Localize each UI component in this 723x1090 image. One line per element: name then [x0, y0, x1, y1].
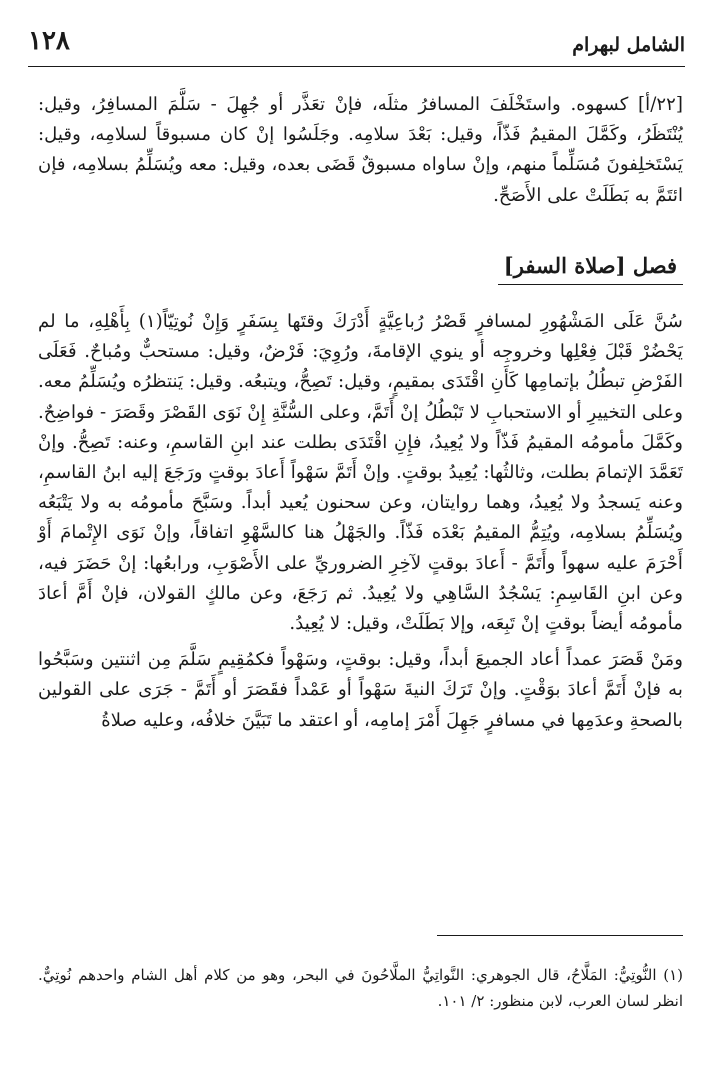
- paragraph: سُنَّ عَلَى المَشْهُورِ لمسافرٍ قَصْرُ رُباعِيَّةٍ أَدْرَكَ وقتَها بِسَفَرٍ وَإِنْ نُوتِيّاً(١) بِأَهْلِهِ، ما لم يَحْضُرْ قَبْلَ فِعْلِها وخروجِه أو ينوي الإقامةَ، ورُوِيَ: فَرْضٌ، وقيل: مستحبٌّ ومُباحٌ. فَعَلَى الفَرْضِ تبطُلُ بإتمامِها كَأَنِ اقْتَدَى بمقيمٍ، وقيل: تَصِحُّ، ويتبعُه. وقيل: يَنتظرُه ويُسَلِّمُ معه. وعلى التخييرِ أو الاستحبابِ لا تَبْطُلُ إنْ أَتَمَّ، وعلى السُّنَّةِ إِنْ نَوَى القَصْرَ وقَصَرَ - فواضِحٌ. وكَمَّلَ مأمومُه المقيمُ فَذّاً ولا يُعِيدُ، فإِنِ اقْتَدَى بطلت عند ابنِ القاسمِ، وعنه: تَصِحُّ. وإنْ تَعَمَّدَ الإتمامَ بطلت، وثالثُها: يُعِيدُ بوقتٍ. وإنْ أَتَمَّ سَهْواً أَعادَ بوقتٍ ورَجَعَ إليه ابنُ القاسمِ، وعنه يَسجدُ ولا يُعِيدُ، وهما روايتان، وعن سحنون يُعيد أبداً. وسَبَّحَ مأمومُه به ولا يَتْبَعُه ويُسَلِّمُ بسلامِه، ويُتِمُّ المقيمُ بَعْدَه فَذّاً. والجَهْلُ هنا كالسَّهْوِ اتفاقاً، وإنْ نَوَى الإِتْمامَ أَوْ أَحْرَمَ عليه سهواً وأَتَمَّ - أَعادَ بوقتٍ لآخِرِ الضروريِّ على الأَصْوَبِ، ورابعُها: إنْ حَضَرَ فيه، وعن ابنِ القَاسِمِ: يَسْجُدُ السَّاهِي ولا يُعِيدُ. ثم رَجَعَ، وعن مالكٍ القولان، فإنْ أَمَّ أعادَ مأمومُه أيضاً بوقتٍ إنْ تَبِعَه، وإلا بَطَلَتْ، وقيل: لا يُعِيدُ.: [38, 311, 683, 635]
- paragraph: ومَنْ قَصَرَ عمداً أعاد الجميعَ أبداً، وقيل: بوقتٍ، وسَهْواً فكمُقِيمٍ سَلَّمَ مِن اثنتين وسَبَّحُوا به فإنْ أَتَمَّ أعادَ بوَقْتٍ. وإنْ تَرَكَ النيةَ سَهْواً أو عَمْداً فقَصَرَ أو أَتَمَّ - جَرَى على القولين بالصحةِ وعدَمِها في مسافرٍ جَهِلَ أَمْرَ إمامِه، أو اعتقد ما تَبَيَّنَ خلافُه، وعليه صلاةُ: [38, 649, 683, 731]
- footnote-divider: [437, 935, 683, 936]
- paragraph-continued: [٢٢/أ] كسهوه. واستَخْلَفَ المسافرُ مثلَه، فإنْ تعَذَّر أو جُهِلَ - سَلَّمَ المسافِرُ، وقيل: يُنْتَظَرُ، وكَمَّلَ المقيمُ فَذّاً، وقيل: بَعْدَ سلامِه. وجَلَسُوا إنْ كان مسبوقاً لسلامِه، وقيل: يَسْتَخلِفونَ مُسَلِّماً منهم، وإنْ ساواه مسبوقٌ قَضَى بعده، وقيل: معه ويُسَلِّمُ بسلامِه، فإن ائتَمَّ به بَطَلَتْ على الأَصَحِّ.: [38, 94, 683, 206]
- page-number: ١٢٨: [28, 26, 70, 56]
- main-text: [38, 90, 683, 736]
- section-heading: [38, 251, 683, 285]
- section-title: فصل [صلاة السفر]: [498, 251, 683, 285]
- footnote: (١) النُّوتِيُّ: المَلَّاحُ، قال الجوهري: النَّواتِيُّ الملَّاحُونَ في البحر، وهو من كلام أهل الشام واحدهم نُوتِيٌّ. انظر لسان العرب، لابن منظور: ٢/ ١٠١.: [38, 966, 683, 1010]
- page-header: [28, 26, 685, 67]
- running-title: الشامل لبهرام: [572, 34, 685, 56]
